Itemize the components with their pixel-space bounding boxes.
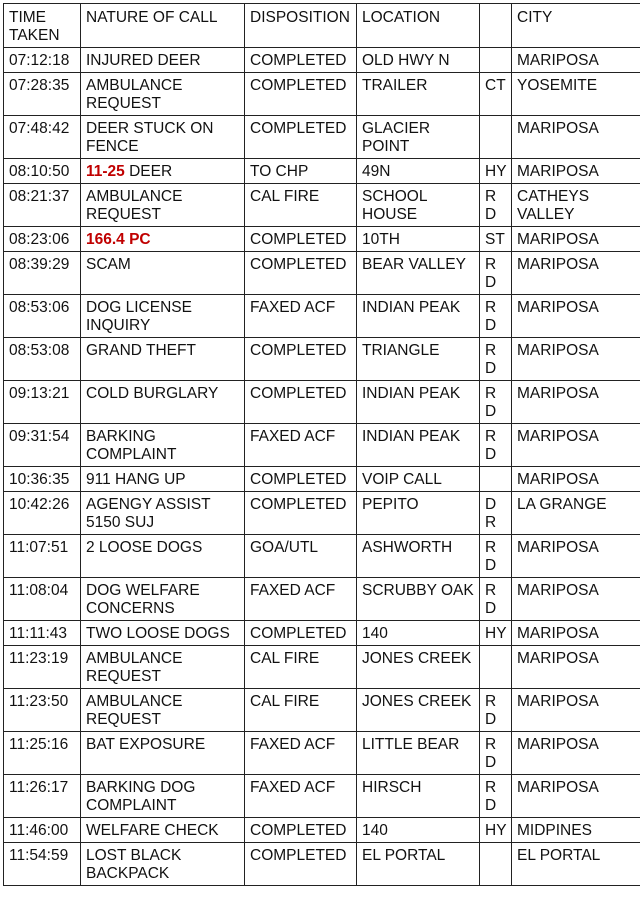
time-cell: 07:28:35	[4, 73, 81, 116]
disposition-cell: FAXED ACF	[245, 732, 357, 775]
city-cell: MARIPOSA	[512, 338, 640, 381]
table-row	[4, 775, 640, 818]
nature-cell: BARKING DOG COMPLAINT	[81, 775, 245, 818]
nature-cell: SCAM	[81, 252, 245, 295]
suffix-cell: HY	[480, 818, 512, 843]
table-row	[4, 116, 640, 159]
table-row	[4, 252, 640, 295]
suffix-cell: RD	[480, 578, 512, 621]
location-cell: INDIAN PEAK	[357, 381, 480, 424]
location-cell: INDIAN PEAK	[357, 424, 480, 467]
header-nature-of-call: NATURE OF CALL	[81, 4, 245, 48]
disposition-cell: COMPLETED	[245, 492, 357, 535]
disposition-cell: FAXED ACF	[245, 424, 357, 467]
nature-cell: COLD BURGLARY	[81, 381, 245, 424]
suffix-cell: RD	[480, 184, 512, 227]
nature-text: DEER	[124, 163, 173, 180]
table-row	[4, 73, 640, 116]
nature-cell: DOG LICENSE INQUIRY	[81, 295, 245, 338]
disposition-cell: COMPLETED	[245, 818, 357, 843]
time-cell: 07:48:42	[4, 116, 81, 159]
location-cell: JONES CREEK	[357, 646, 480, 689]
header-row	[4, 4, 640, 48]
city-cell: CATHEYS VALLEY	[512, 184, 640, 227]
time-cell: 11:11:43	[4, 621, 81, 646]
city-cell: MARIPOSA	[512, 252, 640, 295]
suffix-cell: ST	[480, 227, 512, 252]
disposition-cell: FAXED ACF	[245, 578, 357, 621]
city-cell: EL PORTAL	[512, 843, 640, 886]
city-cell: MARIPOSA	[512, 159, 640, 184]
suffix-cell	[480, 116, 512, 159]
suffix-cell: HY	[480, 159, 512, 184]
suffix-cell: RD	[480, 732, 512, 775]
time-cell: 10:42:26	[4, 492, 81, 535]
suffix-cell: RD	[480, 252, 512, 295]
time-cell: 08:39:29	[4, 252, 81, 295]
table-row	[4, 424, 640, 467]
header-city: CITY	[512, 4, 640, 48]
disposition-cell: CAL FIRE	[245, 689, 357, 732]
table-row	[4, 535, 640, 578]
disposition-cell: TO CHP	[245, 159, 357, 184]
disposition-cell: COMPLETED	[245, 381, 357, 424]
nature-cell: TWO LOOSE DOGS	[81, 621, 245, 646]
location-cell: LITTLE BEAR	[357, 732, 480, 775]
suffix-cell: HY	[480, 621, 512, 646]
location-cell: BEAR VALLEY	[357, 252, 480, 295]
nature-cell: WELFARE CHECK	[81, 818, 245, 843]
time-cell: 09:31:54	[4, 424, 81, 467]
header-location: LOCATION	[357, 4, 480, 48]
table-row	[4, 184, 640, 227]
city-cell: YOSEMITE	[512, 73, 640, 116]
location-cell: GLACIER POINT	[357, 116, 480, 159]
disposition-cell: COMPLETED	[245, 73, 357, 116]
time-cell: 10:36:35	[4, 467, 81, 492]
suffix-cell: RD	[480, 338, 512, 381]
location-cell: TRIANGLE	[357, 338, 480, 381]
nature-cell: INJURED DEER	[81, 48, 245, 73]
time-cell: 11:25:16	[4, 732, 81, 775]
suffix-cell	[480, 843, 512, 886]
city-cell: LA GRANGE	[512, 492, 640, 535]
location-cell: HIRSCH	[357, 775, 480, 818]
nature-cell: AMBULANCE REQUEST	[81, 73, 245, 116]
city-cell: MIDPINES	[512, 818, 640, 843]
location-cell: TRAILER	[357, 73, 480, 116]
nature-cell: BAT EXPOSURE	[81, 732, 245, 775]
table-row	[4, 467, 640, 492]
suffix-cell: DR	[480, 492, 512, 535]
location-cell: OLD HWY N	[357, 48, 480, 73]
suffix-cell	[480, 646, 512, 689]
time-cell: 09:13:21	[4, 381, 81, 424]
suffix-cell: CT	[480, 73, 512, 116]
city-cell: MARIPOSA	[512, 227, 640, 252]
nature-cell: LOST BLACK BACKPACK	[81, 843, 245, 886]
city-cell: MARIPOSA	[512, 578, 640, 621]
disposition-cell: GOA/UTL	[245, 535, 357, 578]
table-row	[4, 295, 640, 338]
table-row	[4, 338, 640, 381]
table-row	[4, 492, 640, 535]
disposition-cell: FAXED ACF	[245, 295, 357, 338]
location-cell: EL PORTAL	[357, 843, 480, 886]
nature-cell	[81, 159, 245, 184]
location-cell: VOIP CALL	[357, 467, 480, 492]
disposition-cell: CAL FIRE	[245, 184, 357, 227]
header-disposition: DISPOSITION	[245, 4, 357, 48]
suffix-cell: RD	[480, 689, 512, 732]
city-cell: MARIPOSA	[512, 689, 640, 732]
time-cell: 08:53:08	[4, 338, 81, 381]
time-cell: 08:53:06	[4, 295, 81, 338]
city-cell: MARIPOSA	[512, 48, 640, 73]
nature-cell: AGENGY ASSIST 5150 SUJ	[81, 492, 245, 535]
location-cell: JONES CREEK	[357, 689, 480, 732]
location-cell: 140	[357, 621, 480, 646]
city-cell: MARIPOSA	[512, 467, 640, 492]
suffix-cell: RD	[480, 381, 512, 424]
table-body	[4, 48, 640, 886]
time-cell: 11:07:51	[4, 535, 81, 578]
highlighted-code: 166.4 PC	[86, 231, 151, 248]
table-row	[4, 621, 640, 646]
nature-cell: AMBULANCE REQUEST	[81, 689, 245, 732]
suffix-cell	[480, 467, 512, 492]
table-row	[4, 159, 640, 184]
city-cell: MARIPOSA	[512, 116, 640, 159]
time-cell: 11:26:17	[4, 775, 81, 818]
header-time-taken: TIME TAKEN	[4, 4, 81, 48]
disposition-cell: COMPLETED	[245, 48, 357, 73]
disposition-cell: COMPLETED	[245, 621, 357, 646]
nature-cell	[81, 227, 245, 252]
time-cell: 11:54:59	[4, 843, 81, 886]
city-cell: MARIPOSA	[512, 646, 640, 689]
highlighted-code: 11-25	[86, 163, 125, 180]
location-cell: INDIAN PEAK	[357, 295, 480, 338]
disposition-cell: COMPLETED	[245, 467, 357, 492]
table-row	[4, 646, 640, 689]
city-cell: MARIPOSA	[512, 424, 640, 467]
table-row	[4, 381, 640, 424]
nature-cell: AMBULANCE REQUEST	[81, 646, 245, 689]
table-row	[4, 732, 640, 775]
city-cell: MARIPOSA	[512, 621, 640, 646]
location-cell: 10TH	[357, 227, 480, 252]
nature-cell: DEER STUCK ON FENCE	[81, 116, 245, 159]
city-cell: MARIPOSA	[512, 381, 640, 424]
time-cell: 08:23:06	[4, 227, 81, 252]
nature-cell: BARKING COMPLAINT	[81, 424, 245, 467]
suffix-cell	[480, 48, 512, 73]
nature-cell: 2 LOOSE DOGS	[81, 535, 245, 578]
table-row	[4, 48, 640, 73]
time-cell: 11:08:04	[4, 578, 81, 621]
table-row	[4, 818, 640, 843]
location-cell: PEPITO	[357, 492, 480, 535]
suffix-cell: RD	[480, 295, 512, 338]
location-cell: 140	[357, 818, 480, 843]
city-cell: MARIPOSA	[512, 732, 640, 775]
time-cell: 11:23:50	[4, 689, 81, 732]
time-cell: 08:10:50	[4, 159, 81, 184]
city-cell: MARIPOSA	[512, 775, 640, 818]
table-row	[4, 578, 640, 621]
city-cell: MARIPOSA	[512, 295, 640, 338]
disposition-cell: COMPLETED	[245, 338, 357, 381]
disposition-cell: COMPLETED	[245, 227, 357, 252]
table-row	[4, 689, 640, 732]
nature-cell: 911 HANG UP	[81, 467, 245, 492]
time-cell: 11:46:00	[4, 818, 81, 843]
disposition-cell: FAXED ACF	[245, 775, 357, 818]
time-cell: 07:12:18	[4, 48, 81, 73]
suffix-cell: RD	[480, 535, 512, 578]
location-cell: 49N	[357, 159, 480, 184]
location-cell: SCRUBBY OAK	[357, 578, 480, 621]
disposition-cell: COMPLETED	[245, 252, 357, 295]
time-cell: 08:21:37	[4, 184, 81, 227]
nature-cell: AMBULANCE REQUEST	[81, 184, 245, 227]
table-row	[4, 843, 640, 886]
nature-cell: DOG WELFARE CONCERNS	[81, 578, 245, 621]
location-cell: SCHOOL HOUSE	[357, 184, 480, 227]
city-cell: MARIPOSA	[512, 535, 640, 578]
disposition-cell: COMPLETED	[245, 116, 357, 159]
disposition-cell: CAL FIRE	[245, 646, 357, 689]
location-cell: ASHWORTH	[357, 535, 480, 578]
suffix-cell: RD	[480, 424, 512, 467]
nature-cell: GRAND THEFT	[81, 338, 245, 381]
time-cell: 11:23:19	[4, 646, 81, 689]
disposition-cell: COMPLETED	[245, 843, 357, 886]
table-row	[4, 227, 640, 252]
header-street-suffix	[480, 4, 512, 48]
call-log-table	[3, 3, 640, 886]
suffix-cell: RD	[480, 775, 512, 818]
